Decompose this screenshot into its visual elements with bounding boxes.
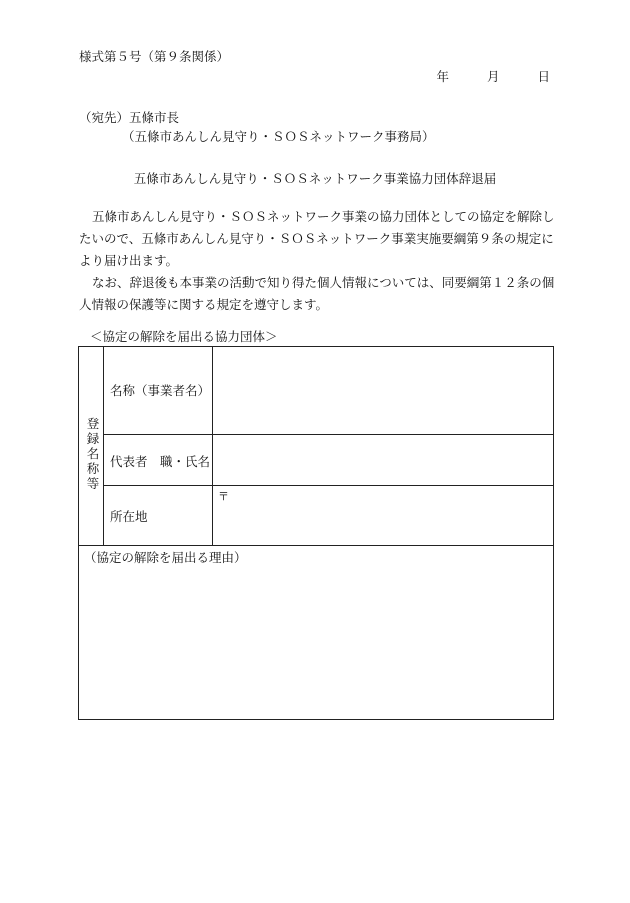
reason-field[interactable] <box>84 570 548 714</box>
side-label: 登録名称等 <box>86 416 100 491</box>
addressee: （宛先）五條市長 <box>79 110 180 125</box>
reason-label: （協定の解除を届出る理由） <box>84 550 247 565</box>
addressee-office: （五條市あんしん見守り・ＳＯＳネットワーク事務局） <box>122 129 435 144</box>
date-year-label: 年 <box>436 69 449 84</box>
date-month-label: 月 <box>486 69 500 84</box>
date-line <box>418 69 550 84</box>
table-divider <box>103 346 104 545</box>
name-field[interactable] <box>218 383 548 399</box>
body-text <box>79 206 555 316</box>
document-title: 五條市あんしん見守り・ＳＯＳネットワーク事業協力団体辞退届 <box>133 171 497 186</box>
representative-field[interactable] <box>218 454 548 470</box>
date-day-label: 日 <box>537 69 550 84</box>
table-divider <box>212 346 213 545</box>
body-paragraph-1: 五條市あんしん見守り・ＳＯＳネットワーク事業の協力団体としての協定を解除したいので、五條市あんしん見守り・ＳＯＳネットワーク事業実施要綱第９条の規定により届け出ます。 <box>79 209 555 268</box>
form-number: 様式第５号（第９条関係） <box>79 49 230 64</box>
representative-label: 代表者 職・氏名 <box>110 454 211 469</box>
location-label: 所在地 <box>110 509 148 524</box>
table-divider <box>78 545 554 546</box>
postal-mark: 〒 <box>218 490 229 503</box>
name-label: 名称（事業者名） <box>110 383 211 398</box>
table-caption: ＜協定の解除を届出る協力団体＞ <box>90 329 278 344</box>
table-divider <box>103 434 554 435</box>
table-divider <box>103 485 554 486</box>
body-paragraph-2: なお、辞退後も本事業の活動で知り得た個人情報については、同要綱第１２条の個人情報の保護等に関する規定を遵守します。 <box>79 275 555 312</box>
